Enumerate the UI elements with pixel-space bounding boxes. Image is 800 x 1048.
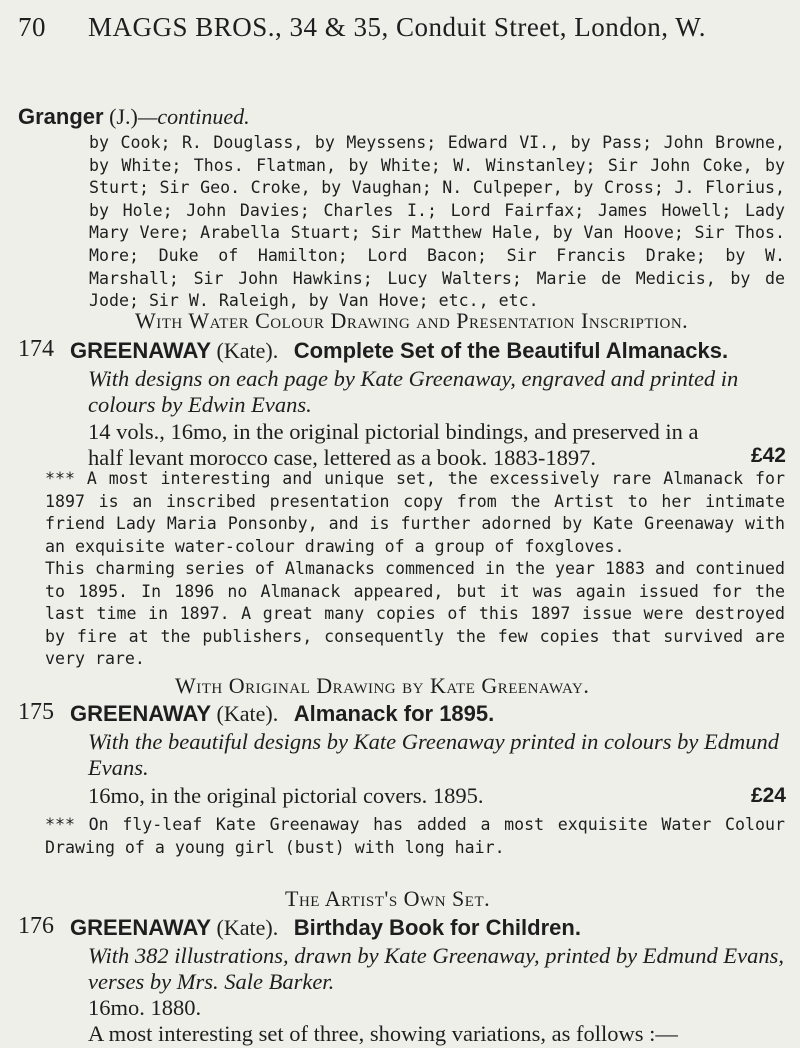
- section-heading-175: With Original Drawing by Kate Greenaway.: [175, 673, 590, 698]
- note-175: *** On fly-leaf Kate Greenaway has added a most exquisite Water Colour Drawing of a young girl (bust) with long hair.: [45, 815, 785, 857]
- item-format-174: 14 vols., 16mo, in the original pictorial bindings, and preserved in a half levant morocco case, lettered as a book. 1883-1897.: [88, 419, 699, 470]
- item-designs-175: With the beautiful designs by Kate Greenaway printed in colours by Edmund Evans.: [88, 729, 779, 780]
- section-heading-174: With Water Colour Drawing and Presentation Inscription.: [135, 308, 689, 333]
- book-title: Almanack for 1895.: [293, 701, 495, 726]
- item-title-175: [70, 701, 494, 727]
- extra-note-174: This charming series of Almanacks commenced in the year 1883 and continued to 1895. In 1896 no Almanack appeared, but it was again issued for the last time in 1897. A great many copies of this 1897 issue were destroyed by fire at the publishers, consequently the few copies that survived are very rare.: [45, 559, 785, 669]
- book-title: Complete Set of the Beautiful Almanacks.: [293, 338, 729, 363]
- author-name: GREENAWAY: [70, 338, 212, 363]
- author-firstname: (Kate).: [216, 915, 279, 940]
- granger-initials: (J.): [109, 104, 138, 129]
- item-designs-174: With designs on each page by Kate Greenaway, engraved and printed in colours by Edwin Evans.: [88, 366, 739, 417]
- item-format-176: 16mo. 1880.: [88, 995, 202, 1020]
- author-name: GREENAWAY: [70, 915, 212, 940]
- granger-name: Granger: [18, 104, 104, 129]
- item-format-175: 16mo, in the original pictorial covers. 1895.: [88, 783, 484, 808]
- item-number-174: 174: [18, 336, 54, 362]
- item-title-176: [70, 915, 581, 941]
- running-head-address: MAGGS BROS., 34 & 35, Conduit Street, London, W.: [88, 12, 707, 42]
- price-174: £42: [750, 444, 786, 467]
- author-firstname: (Kate).: [216, 701, 279, 726]
- note-174: *** A most interesting and unique set, the excessively rare Almanack for 1897 is an inscribed presentation copy from the Artist to her intimate friend Lady Maria Ponsonby, and is further adorned by Kate Greenaway with an exquisite water-colour drawing of a group of foxgloves.: [45, 469, 785, 556]
- item-number-176: 176: [18, 913, 54, 939]
- granger-continued: —continued.: [137, 104, 250, 129]
- price-175: £24: [750, 784, 786, 807]
- book-title: Birthday Book for Children.: [293, 915, 581, 940]
- granger-portrait-list: by Cook; R. Douglass, by Meyssens; Edward VI., by Pass; John Browne, by White; Thos. Flatman, by White; W. Winstanley; Sir John Coke, by Sturt; Sir Geo. Croke, by Vaughan; N. Culpeper, by Cross; J. Florius, by Hole; John Davies; Charles I.; Lord Fairfax; James Howell; Lady Mary Vere; Arabella Stuart; Sir Matthew Hale, by Van Hoove; Sir Thos. More; Duke of Hamilton; Lord Bacon; Sir Francis Drake; by W. Marshall; Sir John Hawkins; Lucy Walters; Marie de Medicis, by de Jode; Sir W. Raleigh, by Van Hove; etc., etc.: [89, 133, 785, 311]
- section-heading-176: The Artist's Own Set.: [285, 886, 491, 911]
- granger-heading: [18, 104, 250, 130]
- item-description-176: A most interesting set of three, showing variations, as follows :—: [88, 1021, 678, 1046]
- item-number-175: 175: [18, 699, 54, 725]
- author-firstname: (Kate).: [216, 338, 279, 363]
- item-designs-176: With 382 illustrations, drawn by Kate Greenaway, printed by Edmund Evans, verses by Mrs. Sale Barker.: [88, 943, 785, 994]
- author-name: GREENAWAY: [70, 701, 212, 726]
- page-number: 70: [18, 12, 46, 42]
- page-header: [0, 12, 800, 42]
- item-title-174: [70, 338, 728, 364]
